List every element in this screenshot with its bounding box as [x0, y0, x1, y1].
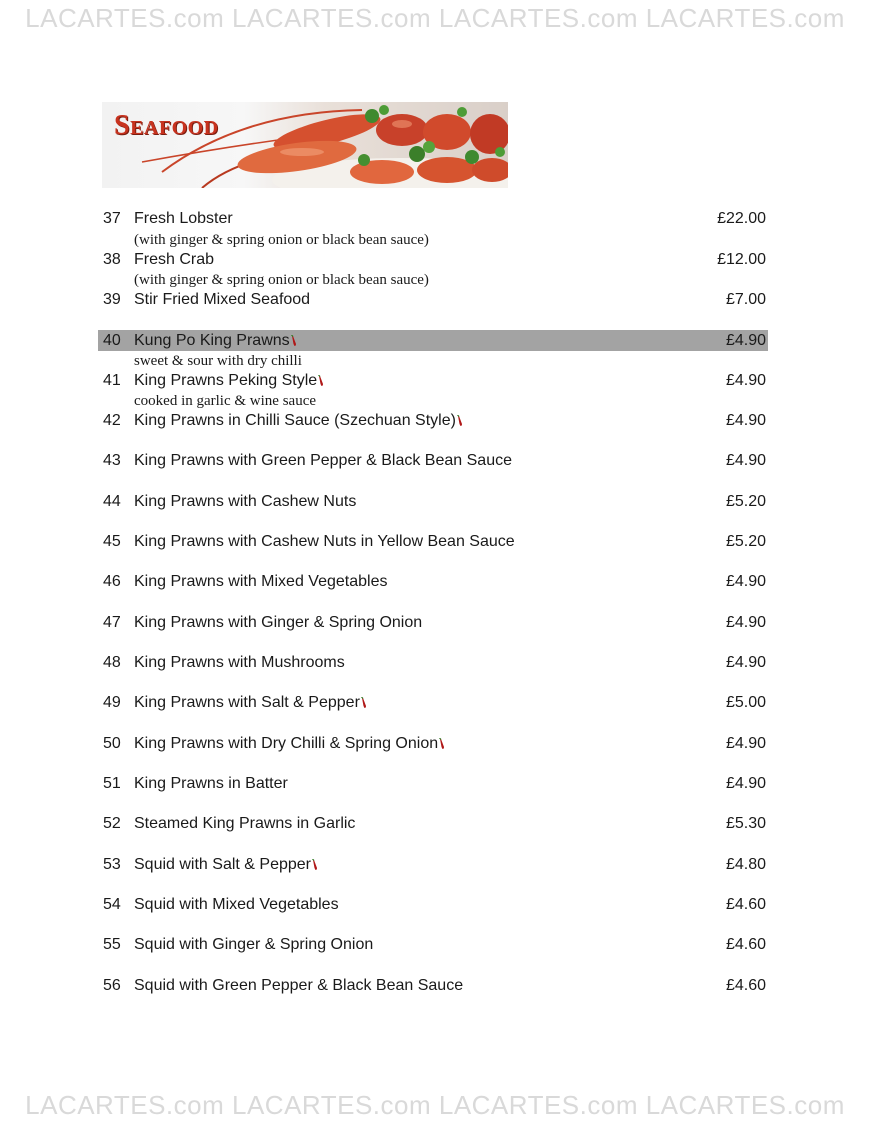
item-note-41: cooked in garlic & wine sauce: [134, 393, 317, 409]
menu-item-50: [98, 733, 768, 754]
item-number: 49: [103, 694, 121, 711]
item-note-37: (with ginger & spring onion or black bean sauce): [134, 232, 429, 248]
item-note-38: (with ginger & spring onion or black bean sauce): [134, 272, 429, 288]
item-price: £7.00: [725, 291, 766, 308]
item-number: 45: [103, 533, 121, 550]
item-note-40: sweet & sour with dry chilli: [134, 353, 302, 369]
chilli-icon: [456, 415, 464, 427]
item-price: £4.80: [725, 856, 766, 873]
menu-item-38: [98, 249, 768, 270]
item-name-wrap: [134, 410, 464, 431]
item-name: King Prawns Peking Style: [134, 372, 318, 389]
item-name: Squid with Green Pepper & Black Bean Sauce: [134, 977, 464, 994]
item-number: 48: [103, 654, 121, 671]
item-price: £4.90: [725, 614, 766, 631]
item-number: 42: [103, 412, 121, 429]
menu-item-47: [98, 612, 768, 633]
menu-item-41: [98, 370, 768, 391]
item-price: £5.00: [725, 694, 766, 711]
menu-item-54: [98, 894, 768, 915]
item-price: £4.60: [725, 977, 766, 994]
menu-item-49: [98, 692, 768, 713]
item-name: King Prawns in Batter: [134, 775, 288, 792]
item-name: King Prawns in Chilli Sauce (Szechuan Style): [134, 412, 456, 429]
menu-item-46: [98, 571, 768, 592]
item-price: £4.90: [725, 372, 766, 389]
item-name: King Prawns with Mushrooms: [134, 654, 345, 671]
item-price: £4.90: [725, 452, 766, 469]
item-price: £4.60: [725, 896, 766, 913]
item-number: 53: [103, 856, 121, 873]
menu-item-52: [98, 813, 768, 834]
item-name-wrap: [134, 733, 446, 754]
item-name: King Prawns with Dry Chilli & Spring Onion: [134, 735, 439, 752]
chilli-icon: [290, 335, 298, 347]
item-number: 41: [103, 372, 121, 389]
item-name: Fresh Lobster: [134, 210, 233, 227]
menu-item-39: [98, 289, 768, 310]
item-number: 50: [103, 735, 121, 752]
chilli-icon: [311, 859, 319, 871]
item-price: £4.90: [725, 775, 766, 792]
item-price: £5.20: [725, 533, 766, 550]
menu-item-44: [98, 491, 768, 512]
item-number: 46: [103, 573, 121, 590]
item-number: 43: [103, 452, 121, 469]
menu-item-43: [98, 450, 768, 471]
item-name-wrap: [134, 370, 325, 391]
item-price: £12.00: [717, 251, 766, 268]
item-number: 38: [103, 251, 121, 268]
item-price: £4.90: [725, 412, 766, 429]
chilli-icon: [438, 738, 446, 750]
watermark-bottom: LACARTES.com LACARTES.com LACARTES.com LACARTES.com: [25, 1090, 845, 1120]
item-number: 56: [103, 977, 121, 994]
section-title: Seafood: [114, 110, 219, 141]
item-name: Squid with Salt & Pepper: [134, 856, 311, 873]
item-name-wrap: [134, 854, 319, 875]
item-name: Fresh Crab: [134, 251, 215, 268]
item-name: King Prawns with Cashew Nuts in Yellow Bean Sauce: [134, 533, 515, 550]
menu-item-51: [98, 773, 768, 794]
item-name: Squid with Ginger & Spring Onion: [134, 936, 374, 953]
item-price: £4.90: [725, 735, 766, 752]
item-number: 40: [103, 332, 121, 349]
item-name: King Prawns with Green Pepper & Black Bean Sauce: [134, 452, 512, 469]
item-name: Squid with Mixed Vegetables: [134, 896, 339, 913]
item-price: £22.00: [717, 210, 766, 227]
item-number: 54: [103, 896, 121, 913]
item-name: King Prawns with Mixed Vegetables: [134, 573, 388, 590]
item-number: 52: [103, 815, 121, 832]
seafood-banner: [102, 102, 508, 188]
menu-item-55: [98, 934, 768, 955]
item-price: £4.60: [725, 936, 766, 953]
item-price: £4.90: [725, 654, 766, 671]
item-name: Stir Fried Mixed Seafood: [134, 291, 311, 308]
chilli-icon: [360, 697, 368, 709]
chilli-icon: [317, 375, 325, 387]
item-name-wrap: [134, 330, 298, 351]
menu-item-53: [98, 854, 768, 875]
item-price: £5.30: [725, 815, 766, 832]
watermark-top: LACARTES.com LACARTES.com LACARTES.com LACARTES.com: [25, 3, 845, 33]
item-price: £4.90: [725, 573, 766, 590]
menu-item-42: [98, 410, 768, 431]
item-name: Kung Po King Prawns: [134, 332, 290, 349]
item-number: 51: [103, 775, 121, 792]
item-number: 55: [103, 936, 121, 953]
menu-item-45: [98, 531, 768, 552]
item-number: 37: [103, 210, 121, 227]
item-name: Steamed King Prawns in Garlic: [134, 815, 356, 832]
item-name-wrap: [134, 692, 368, 713]
item-price: £4.90: [725, 332, 766, 349]
menu-item-37: [98, 208, 768, 229]
item-name: King Prawns with Salt & Pepper: [134, 694, 360, 711]
menu-item-40: [98, 330, 768, 351]
menu-item-56: [98, 975, 768, 996]
item-name: King Prawns with Ginger & Spring Onion: [134, 614, 423, 631]
item-number: 39: [103, 291, 121, 308]
item-price: £5.20: [725, 493, 766, 510]
menu-item-48: [98, 652, 768, 673]
item-number: 44: [103, 493, 121, 510]
item-name: King Prawns with Cashew Nuts: [134, 493, 357, 510]
item-number: 47: [103, 614, 121, 631]
